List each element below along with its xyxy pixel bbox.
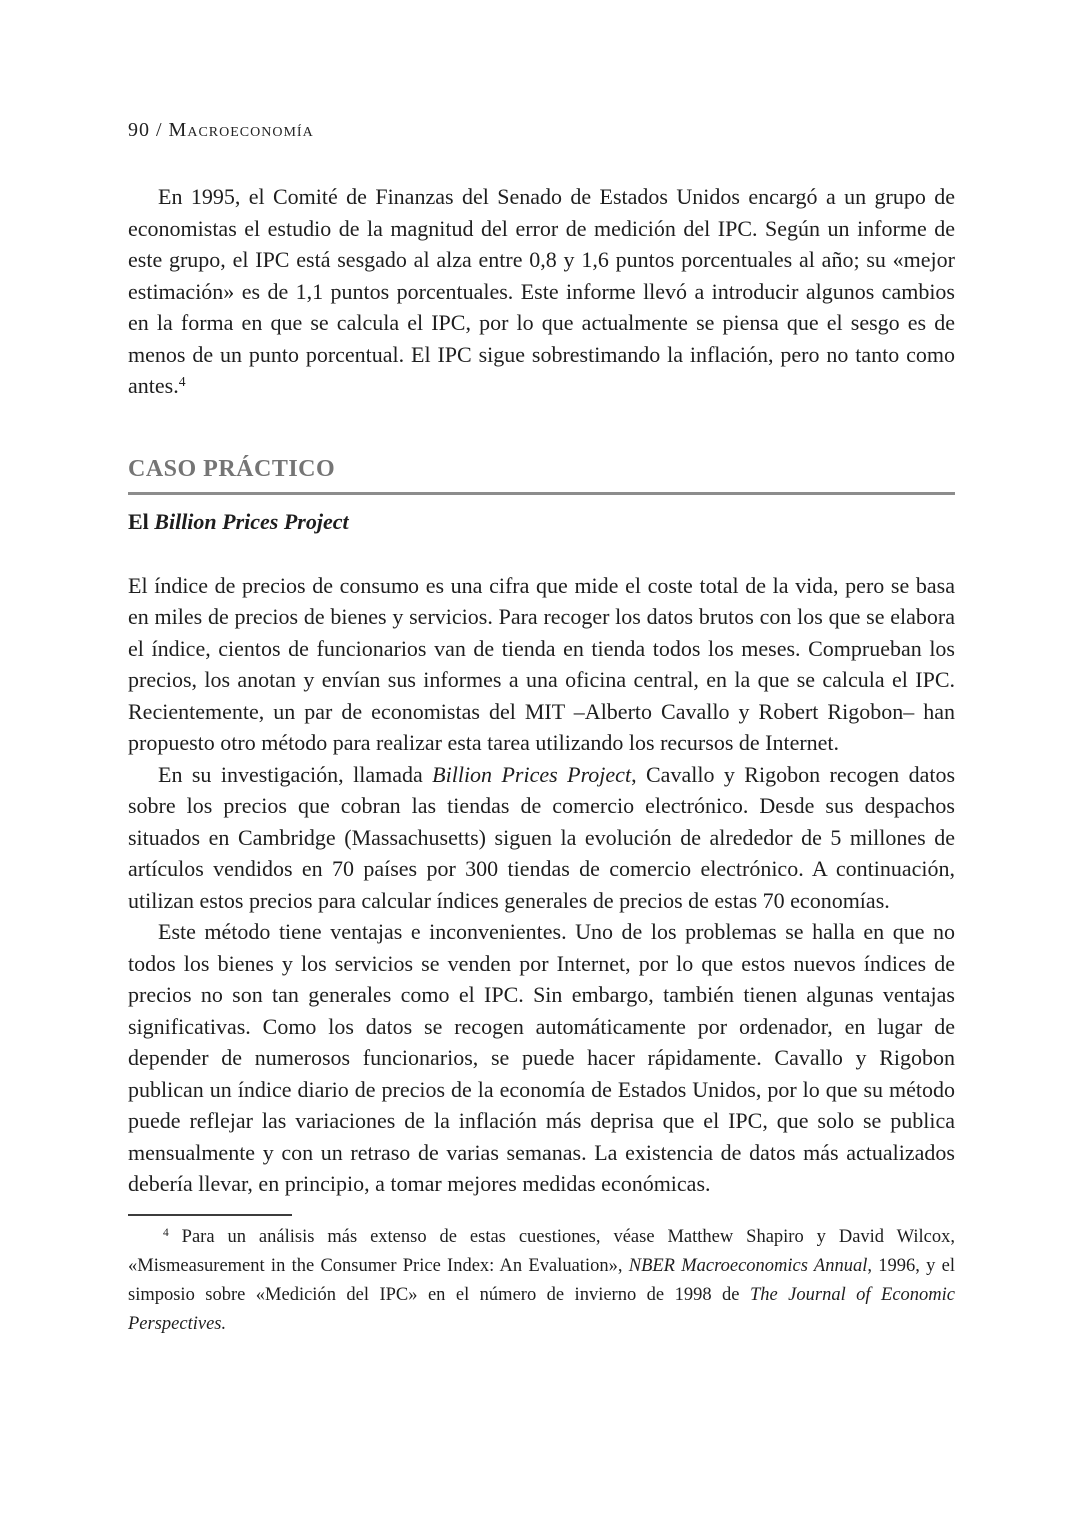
- intro-paragraph: En 1995, el Comité de Finanzas del Senado de Estados Unidos encargó a un grupo de economistas el estudio de la magnitud del error de medición del IPC. Según un informe de este grupo, el IPC está sesgado al alza entre 0,8 y 1,6 puntos porcentuales al año; su «mejor estimación» es de 1,1 puntos porcentuales. Este informe llevó a introducir algunos cambios en la forma en que se calcula el IPC, por lo que actualmente se piensa que el sesgo es de menos de un punto porcentual. El IPC sigue sobrestimando la inflación, pero no tanto como antes.$^4$: [128, 184, 955, 398]
- section-divider-rule: [128, 492, 955, 495]
- section-heading-caso-practico: CASO PRÁCTICO: [128, 455, 336, 482]
- footnote-separator-rule: [128, 1214, 292, 1216]
- case-study-body: [128, 570, 955, 1200]
- body-paragraph: En su investigación, llamada Billion Prices Project, Cavallo y Rigobon recogen datos sobre los precios que cobran las tiendas de comercio electrónico. Desde sus despachos situados en Cambridge (Massachusetts) siguen la evolución de alrededor de 5 millones de artículos vendidos en 70 países por 300 tiendas de comercio electrónico. A continuación, utilizan estos precios para calcular índices generales de precios de estas 70 economías.: [128, 761, 956, 913]
- section-subtitle-billion-prices-project: El Billion Prices Project: [128, 508, 349, 534]
- footnote: $^4$ Para un análisis más extenso de estas cuestiones, véase Matthew Shapiro y David Wilcox, «Mismeasurement in the Consumer Price Index: An Evaluation», NBER Macroeconomics Annual, 1996, y el simposio sobre «Medición del IPC» en el número de invierno de 1998 de The Journal of Economic Perspectives.: [128, 1226, 955, 1334]
- running-header: 90 / Macroeconomía: [128, 119, 314, 141]
- body-paragraph: El índice de precios de consumo es una cifra que mide el coste total de la vida, pero se basa en miles de precios de bienes y servicios. Para recoger los datos brutos con los que se elabora el índice, cientos de funcionarios van de tienda en tienda todos los meses. Comprueban los precios, los anotan y envían sus informes a una oficina central, en la que se calcula el IPC. Recientemente, un par de economistas del MIT –Alberto Cavallo y Robert Rigobon– han propuesto otro método para realizar esta tarea utilizando los recursos de Internet.: [128, 572, 955, 755]
- body-paragraph: Este método tiene ventajas e inconvenientes. Uno de los problemas se halla en que no todos los bienes y los servicios se venden por Internet, por lo que estos nuevos índices de precios no son tan generales como el IPC. Sin embargo, también tienen algunas ventajas significativas. Como los datos se recogen automáticamente por ordenador, en lugar de depender de numerosos funcionarios, se puede hacer rápidamente. Cavallo y Rigobon publican un índice diario de precios de la economía de Estados Unidos, por lo que su método puede reflejar las variaciones de la inflación más deprisa que el IPC, que solo se publica mensualmente y con un retraso de varias semanas. La existencia de datos más actualizados debería llevar, en principio, a tomar mejores medidas económicas.: [128, 919, 955, 1196]
